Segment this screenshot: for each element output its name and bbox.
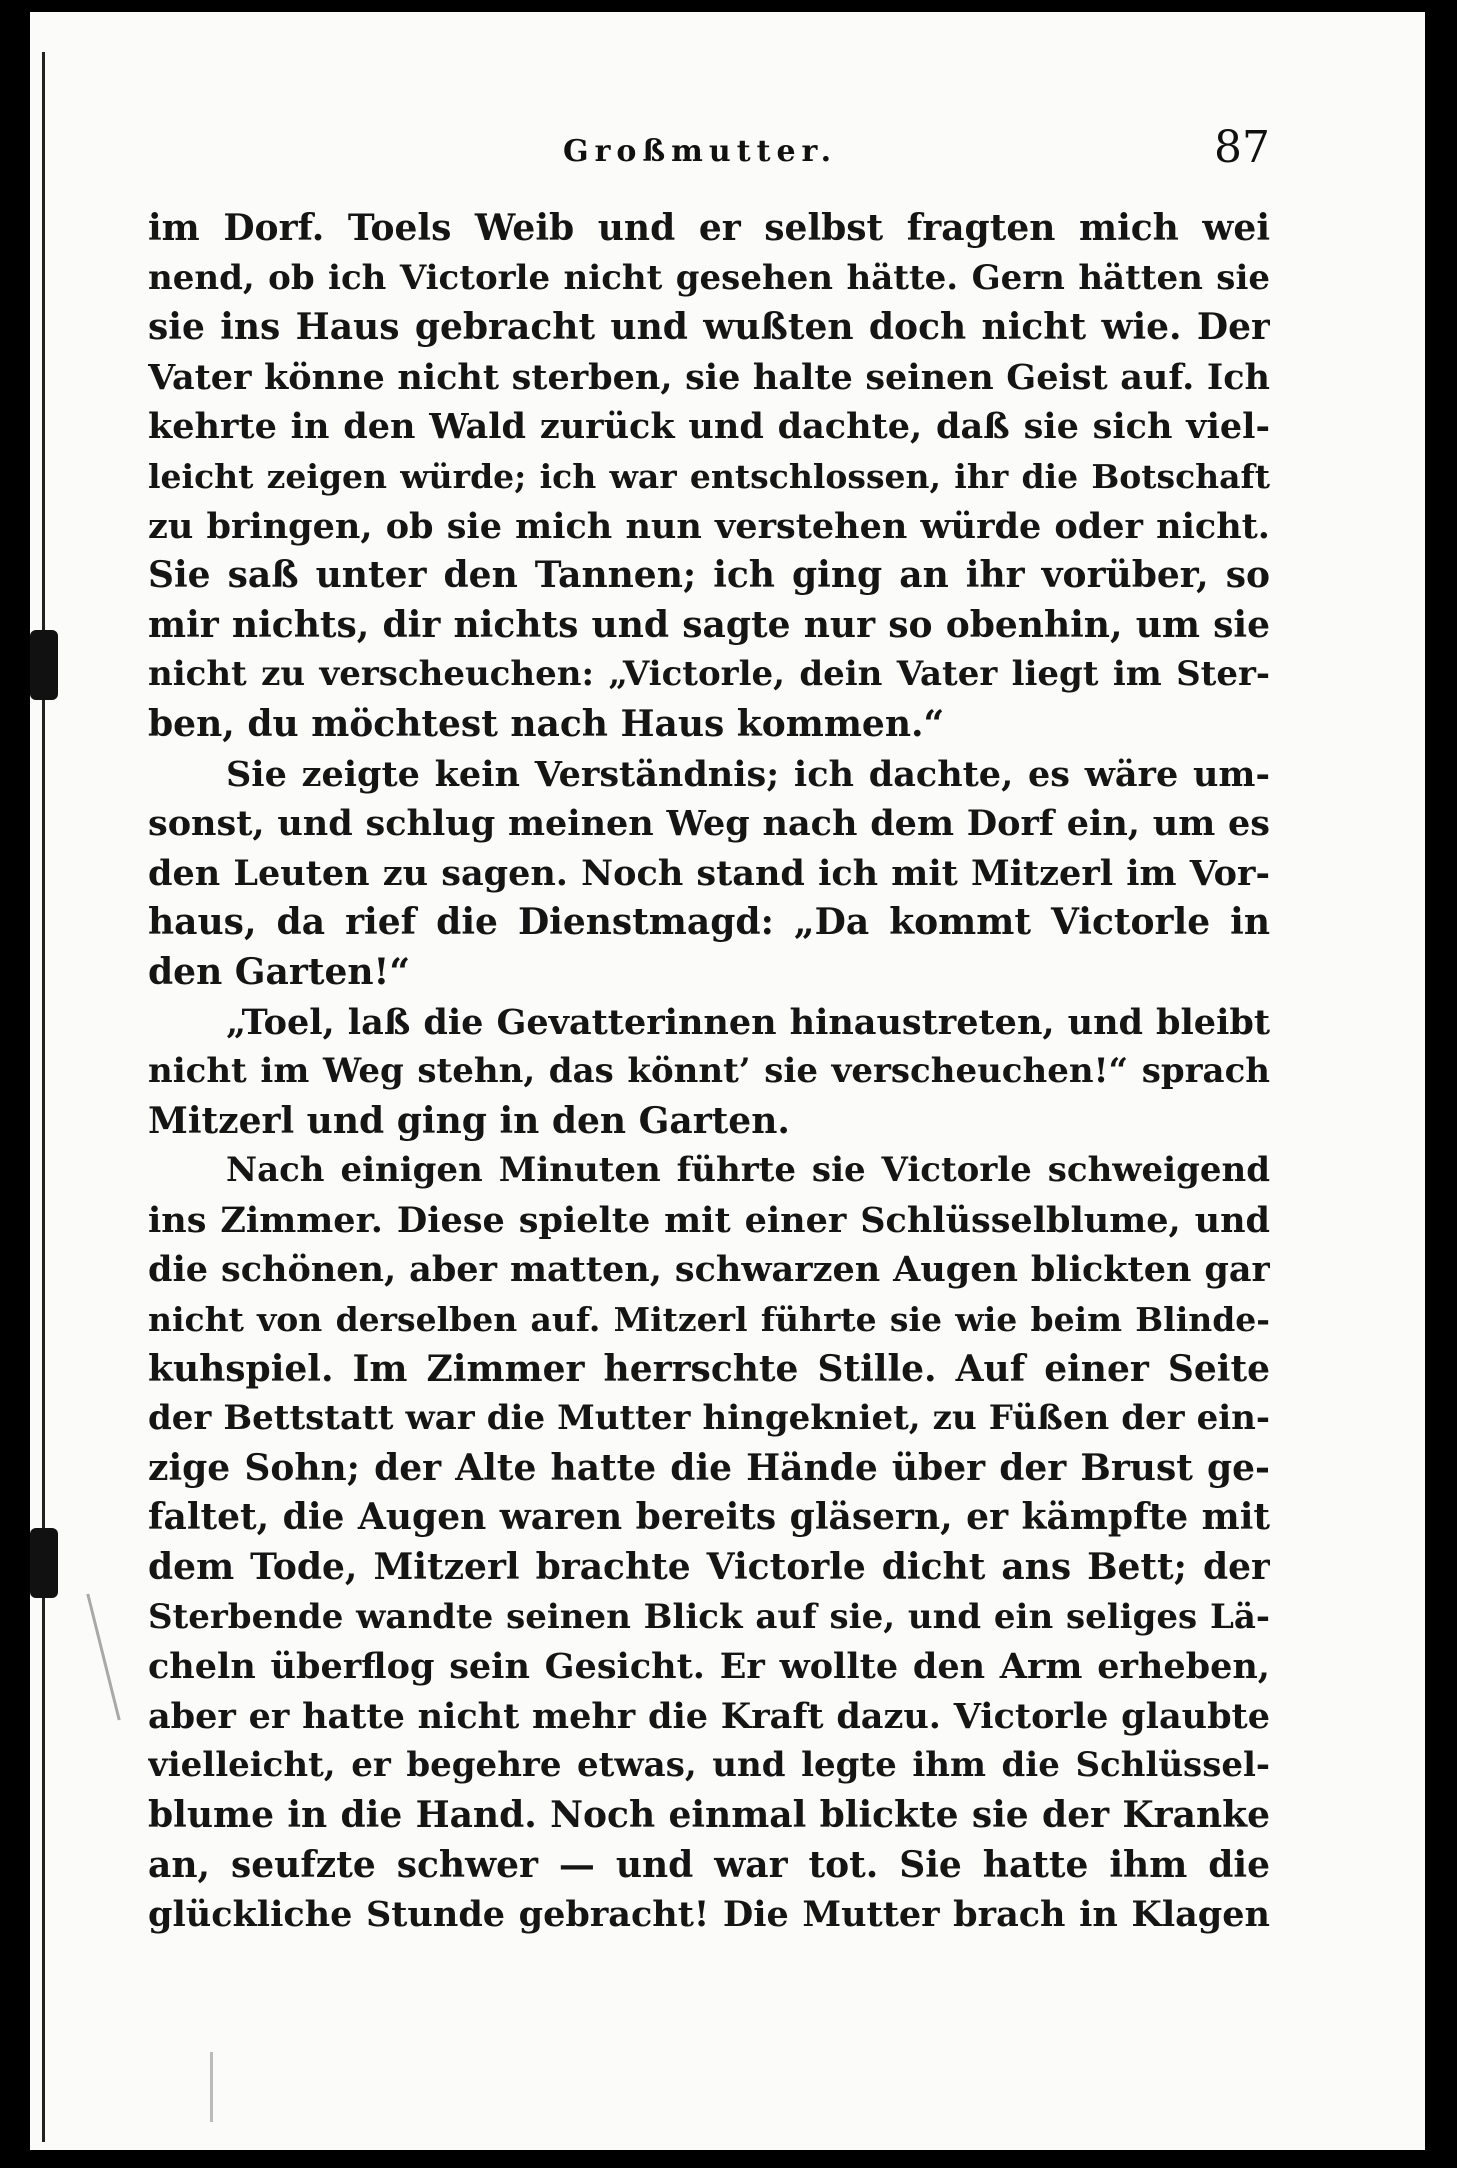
text-line: sonst, und schlug meinen Weg nach dem Dorf ein, um es [148,803,1270,845]
text-line: der Bettstatt war die Mutter hingekniet, zu Füßen der ein- [148,1398,1270,1439]
text-line: Sie saß unter den Tannen; ich ging an ihr vorüber, so [148,554,1270,597]
page-number: 87 [1214,122,1270,173]
text-line: Sterbende wandte seinen Blick auf sie, und ein seliges Lä- [148,1596,1270,1637]
book-page [30,12,1425,2150]
text-line: mir nichts, dir nichts und sagte nur so obenhin, um sie [148,603,1270,646]
text-line: Sie zeigte kein Verständnis; ich dachte, es wäre um- [226,753,1270,795]
scratch-mark [210,2052,213,2122]
text-line: sie ins Haus gebracht und wußten doch nicht wie. Der [148,306,1270,349]
text-line: Nach einigen Minuten führte sie Victorle schweigend [226,1150,1270,1191]
text-line: kehrte in den Wald zurück und dachte, daß sie sich viel- [148,406,1270,448]
body-text [148,204,1270,1940]
text-line: zu bringen, ob sie mich nun verstehen würde oder nicht. [148,505,1270,547]
text-line: im Dorf. Toels Weib und er selbst fragten mich wei [148,207,1270,249]
text-line: aber er hatte nicht mehr die Kraft dazu. Victorle glaubte [148,1695,1270,1737]
text-line: den Leuten zu sagen. Noch stand ich mit Mitzerl im Vor- [148,852,1270,894]
text-line: dem Tode, Mitzerl brachte Victorle dicht ans Bett; der [148,1546,1270,1589]
binding-mark [30,630,58,700]
text-line: Vater könne nicht sterben, sie halte seinen Geist auf. Ich [148,356,1270,398]
text-line: nend, ob ich Victorle nicht gesehen hätte. Gern hätten sie [148,257,1270,298]
text-line: blume in die Hand. Noch einmal blickte sie der Kranke [148,1794,1270,1836]
text-line: vielleicht, er begehre etwas, und legte ihm die Schlüssel- [148,1745,1270,1786]
text-line: leicht zeigen würde; ich war entschlossen, ihr die Botschaft [148,456,1270,496]
scratch-mark [86,1594,120,1721]
text-line: „Toel, laß die Gevatterinnen hinaustreten, und bleibt [226,1001,1270,1043]
text-line: faltet, die Augen waren bereits gläsern, er kämpfte mit [148,1496,1270,1539]
text-line: ins Zimmer. Diese spielte mit einer Schlüsselblume, und [148,1199,1270,1241]
text-line: nicht zu verscheuchen: „Victorle, dein Vater liegt im Ster- [148,654,1270,695]
text-line: haus, da rief die Dienstmagd: „Da kommt Victorle in [148,901,1270,944]
text-line: kuhspiel. Im Zimmer herrschte Stille. Auf einer Seite [148,1347,1270,1390]
text-line: nicht von derselben auf. Mitzerl führte sie wie beim Blinde- [148,1300,1270,1340]
text-line: die schönen, aber matten, schwarzen Augen blickten gar [148,1249,1270,1291]
text-line: Mitzerl und ging in den Garten. [148,1099,790,1142]
binding-line [42,52,45,2142]
text-line: den Garten!“ [148,950,411,993]
running-title: Großmutter. [562,134,838,169]
page-header [130,122,1270,182]
binding-mark [30,1528,58,1598]
text-line: glückliche Stunde gebracht! Die Mutter brach in Klagen [148,1894,1270,1936]
text-line: an, seufzte schwer — und war tot. Sie hatte ihm die [148,1843,1270,1886]
text-line: cheln überflog sein Gesicht. Er wollte den Arm erheben, [148,1646,1270,1688]
text-line: nicht im Weg stehn, das könnt’ sie verscheuchen!“ sprach [148,1051,1270,1092]
text-line: zige Sohn; der Alte hatte die Hände über der Brust ge- [148,1446,1270,1489]
text-line: ben, du möchtest nach Haus kommen.“ [148,702,945,745]
